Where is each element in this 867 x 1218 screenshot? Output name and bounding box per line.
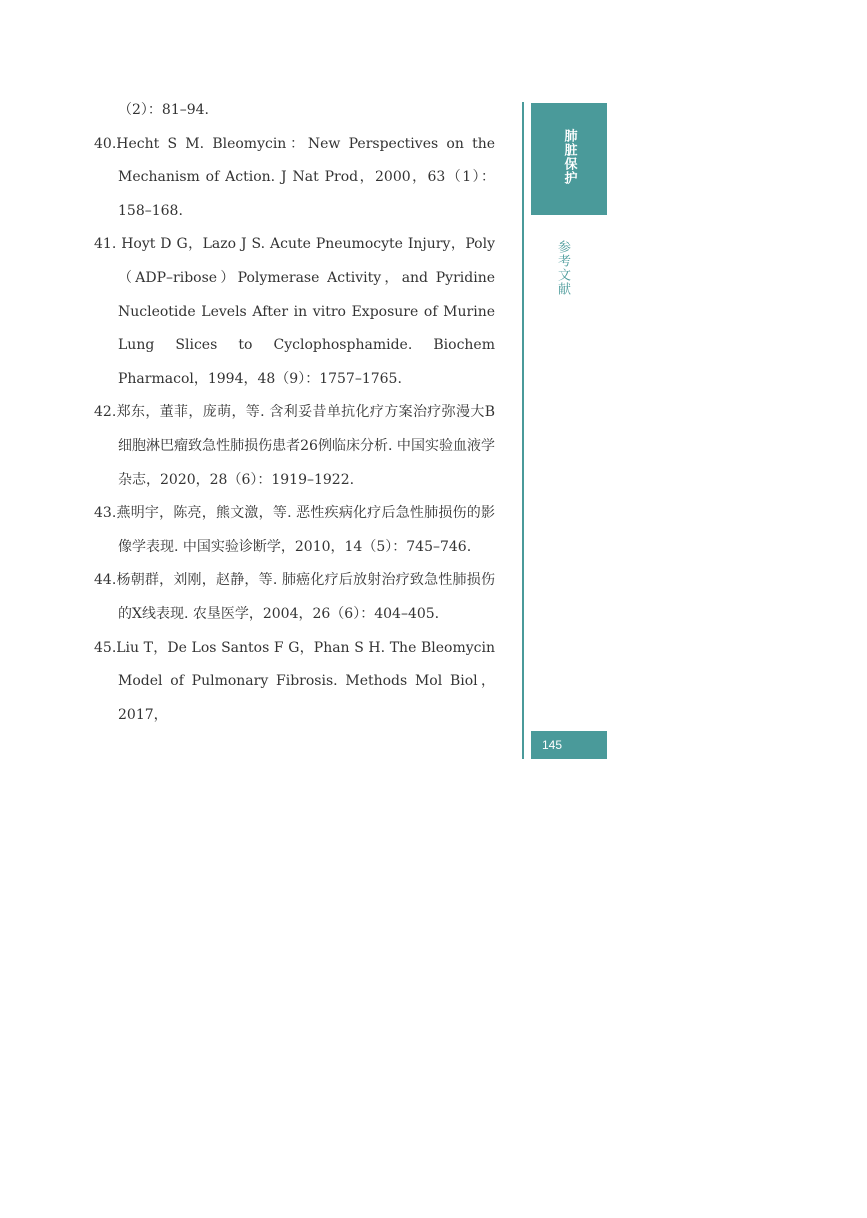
reference-item: 41. Hoyt D G，Lazo J S. Acute Pneumocyte Injury，Poly（ADP–ribose）Polymerase Activity，and Pyridine Nucleotide Levels After in vitro Exposure of Murine Lung Slices to Cyclophosphamide. Biochem Pharmacol，1994，48（9）：1757–1765. <box>94 236 495 387</box>
chapter-title: 肺脏保护 <box>561 129 577 185</box>
reference-item: 45.Liu T，De Los Santos F G，Phan S H. The Bleomycin Model of Pulmonary Fibrosis. Methods Mol Biol，2017， <box>94 639 495 723</box>
section-label: 参考文献 <box>555 240 570 296</box>
reference-item: 43.燕明宇，陈亮，熊文激，等. 恶性疾病化疗后急性肺损伤的影像学表现. 中国实验诊断学，2010，14（5）：745–746. <box>94 505 495 555</box>
reference-item: （2）：81–94. <box>118 102 209 118</box>
page-number: 145 <box>531 731 607 759</box>
chapter-tab <box>531 103 607 215</box>
reference-item: 40.Hecht S M. Bleomycin：New Perspectives on the Mechanism of Action. J Nat Prod，2000，63（1）：158–168. <box>94 135 495 219</box>
margin-divider <box>522 102 524 759</box>
reference-list <box>94 94 495 732</box>
reference-item: 42.郑东，董菲，庞萌，等. 含利妥昔单抗化疗方案治疗弥漫大B细胞淋巴瘤致急性肺损伤患者26例临床分析. 中国实验血液学杂志，2020，28（6）：1919–1922. <box>94 404 495 488</box>
reference-item: 44.杨朝群，刘刚，赵静，等. 肺癌化疗后放射治疗致急性肺损伤的X线表现. 农垦医学，2004，26（6）：404–405. <box>94 572 495 622</box>
